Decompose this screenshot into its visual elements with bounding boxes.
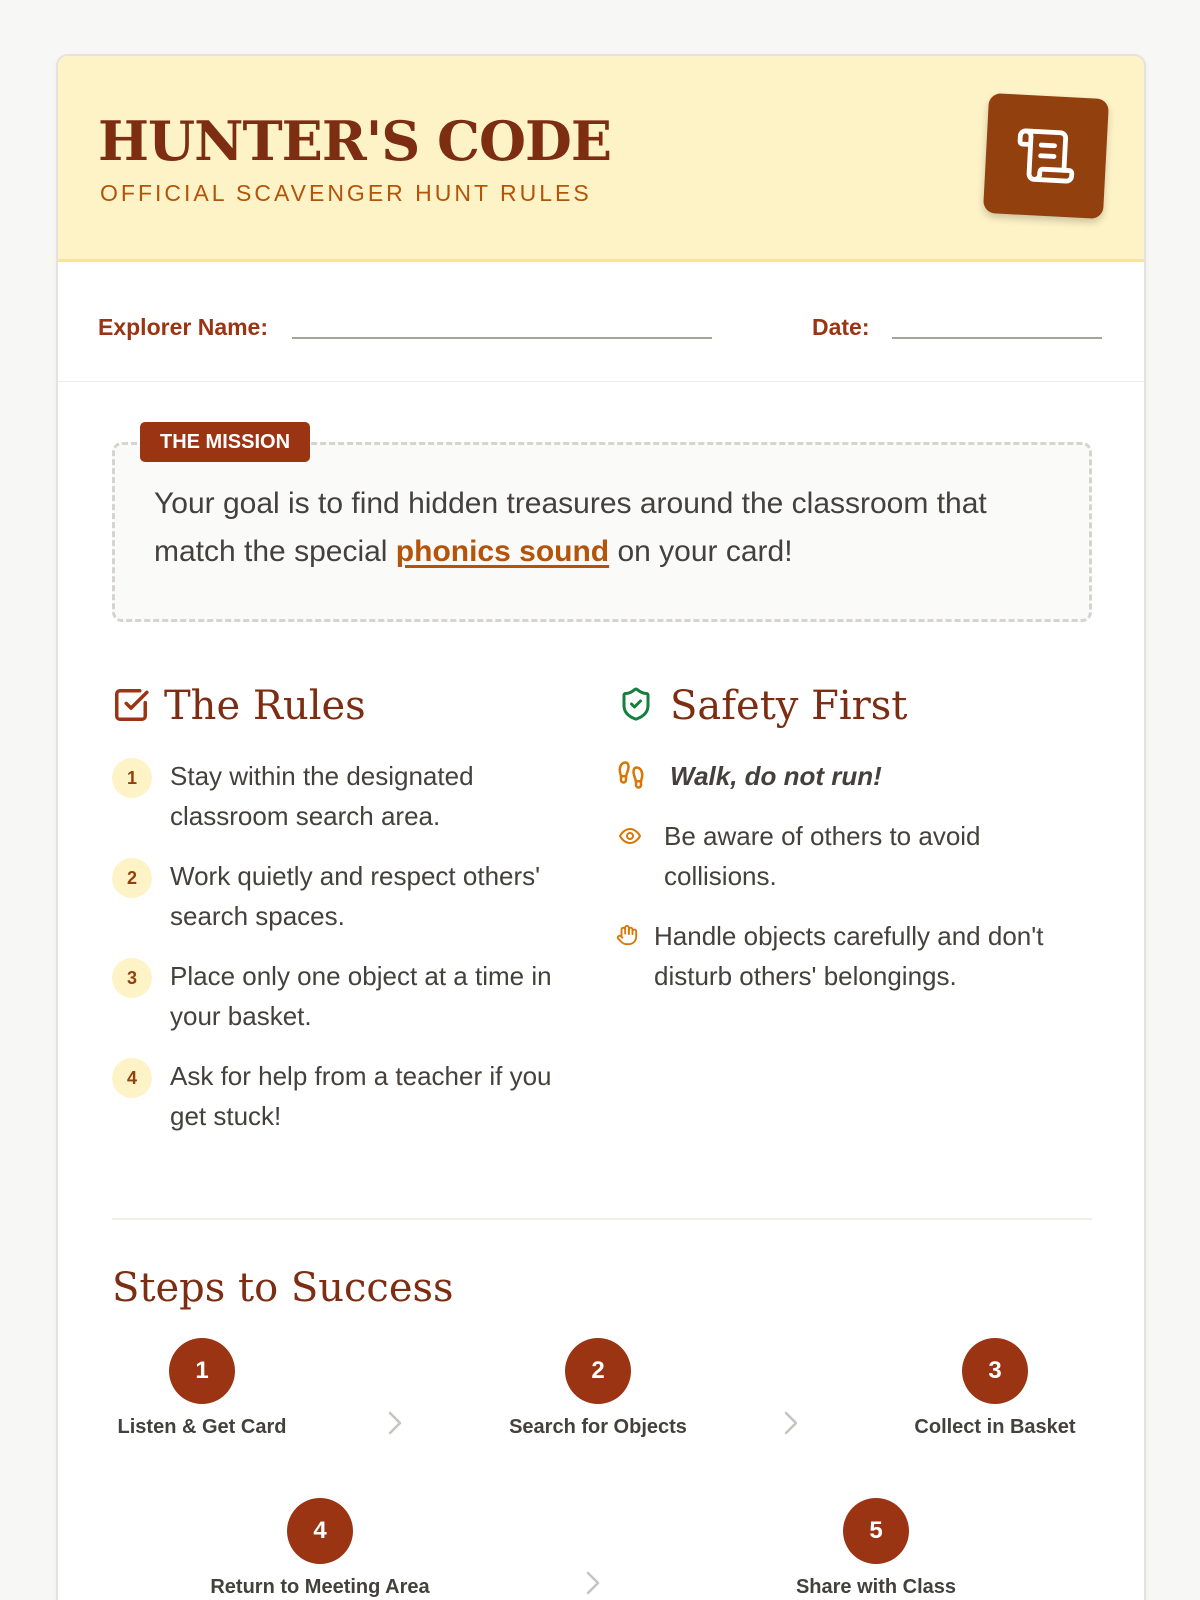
rules-title: The Rules (164, 683, 366, 729)
steps-title: Steps to Success (112, 1265, 454, 1311)
safety-text: Be aware of others to avoid collisions. (664, 821, 981, 891)
date-label: Date: (812, 314, 870, 340)
step-number: 1 (169, 1338, 235, 1404)
step-label: Collect in Basket (914, 1416, 1076, 1438)
header (58, 56, 1144, 262)
step-item (875, 1338, 1115, 1439)
hand-icon (616, 924, 638, 946)
step-item (756, 1498, 996, 1599)
step-number: 4 (287, 1498, 353, 1564)
step-item (478, 1338, 718, 1439)
step-label: Return to Meeting Area (210, 1576, 430, 1598)
safety-text: Walk, do not run! (670, 761, 882, 791)
mission-highlight: phonics sound (395, 535, 610, 568)
scroll-icon (1012, 122, 1079, 189)
rule-number: 4 (112, 1058, 152, 1098)
step-item (82, 1338, 322, 1439)
rule-text: Ask for help from a teacher if you get stuck! (170, 1061, 552, 1131)
chevron-right-icon (384, 1408, 406, 1438)
rule-number: 2 (112, 858, 152, 898)
page-subtitle: OFFICIAL SCAVENGER HUNT RULES (100, 180, 592, 206)
rule-text: Place only one object at a time in your basket. (170, 961, 552, 1031)
mission-text-after: on your card! (609, 535, 793, 568)
chevron-right-icon (582, 1568, 604, 1598)
logo-badge (983, 93, 1109, 219)
checkbox-icon (112, 686, 150, 724)
step-number: 5 (843, 1498, 909, 1564)
date-field[interactable] (892, 337, 1102, 339)
safety-title: Safety First (670, 683, 908, 729)
step-number: 2 (565, 1338, 631, 1404)
shield-check-icon (618, 684, 654, 724)
chevron-right-icon (780, 1408, 802, 1438)
step-label: Share with Class (795, 1576, 957, 1598)
safety-text: Handle objects carefully and don't disturb others' belongings. (654, 921, 1044, 991)
mission-text (154, 480, 1034, 576)
step-label: Listen & Get Card (117, 1416, 287, 1438)
step-label: Search for Objects (509, 1416, 687, 1438)
explorer-name-label: Explorer Name: (98, 314, 269, 340)
eye-icon (616, 824, 644, 848)
rule-number: 1 (112, 758, 152, 798)
step-number: 3 (962, 1338, 1028, 1404)
worksheet-card (56, 54, 1146, 1600)
student-fields (58, 262, 1144, 382)
step-item (200, 1498, 440, 1599)
rule-text: Stay within the designated classroom search area. (170, 761, 474, 831)
rule-number: 3 (112, 958, 152, 998)
rule-text: Work quietly and respect others' search spaces. (170, 861, 541, 931)
explorer-name-field[interactable] (292, 337, 712, 339)
mission-text-before: Your goal is to find hidden treasures around the classroom that match the special (154, 487, 987, 568)
footprints-icon (616, 760, 646, 790)
section-divider (112, 1218, 1092, 1220)
page-title: HUNTER'S CODE (98, 109, 612, 173)
mission-badge: THE MISSION (140, 422, 310, 462)
